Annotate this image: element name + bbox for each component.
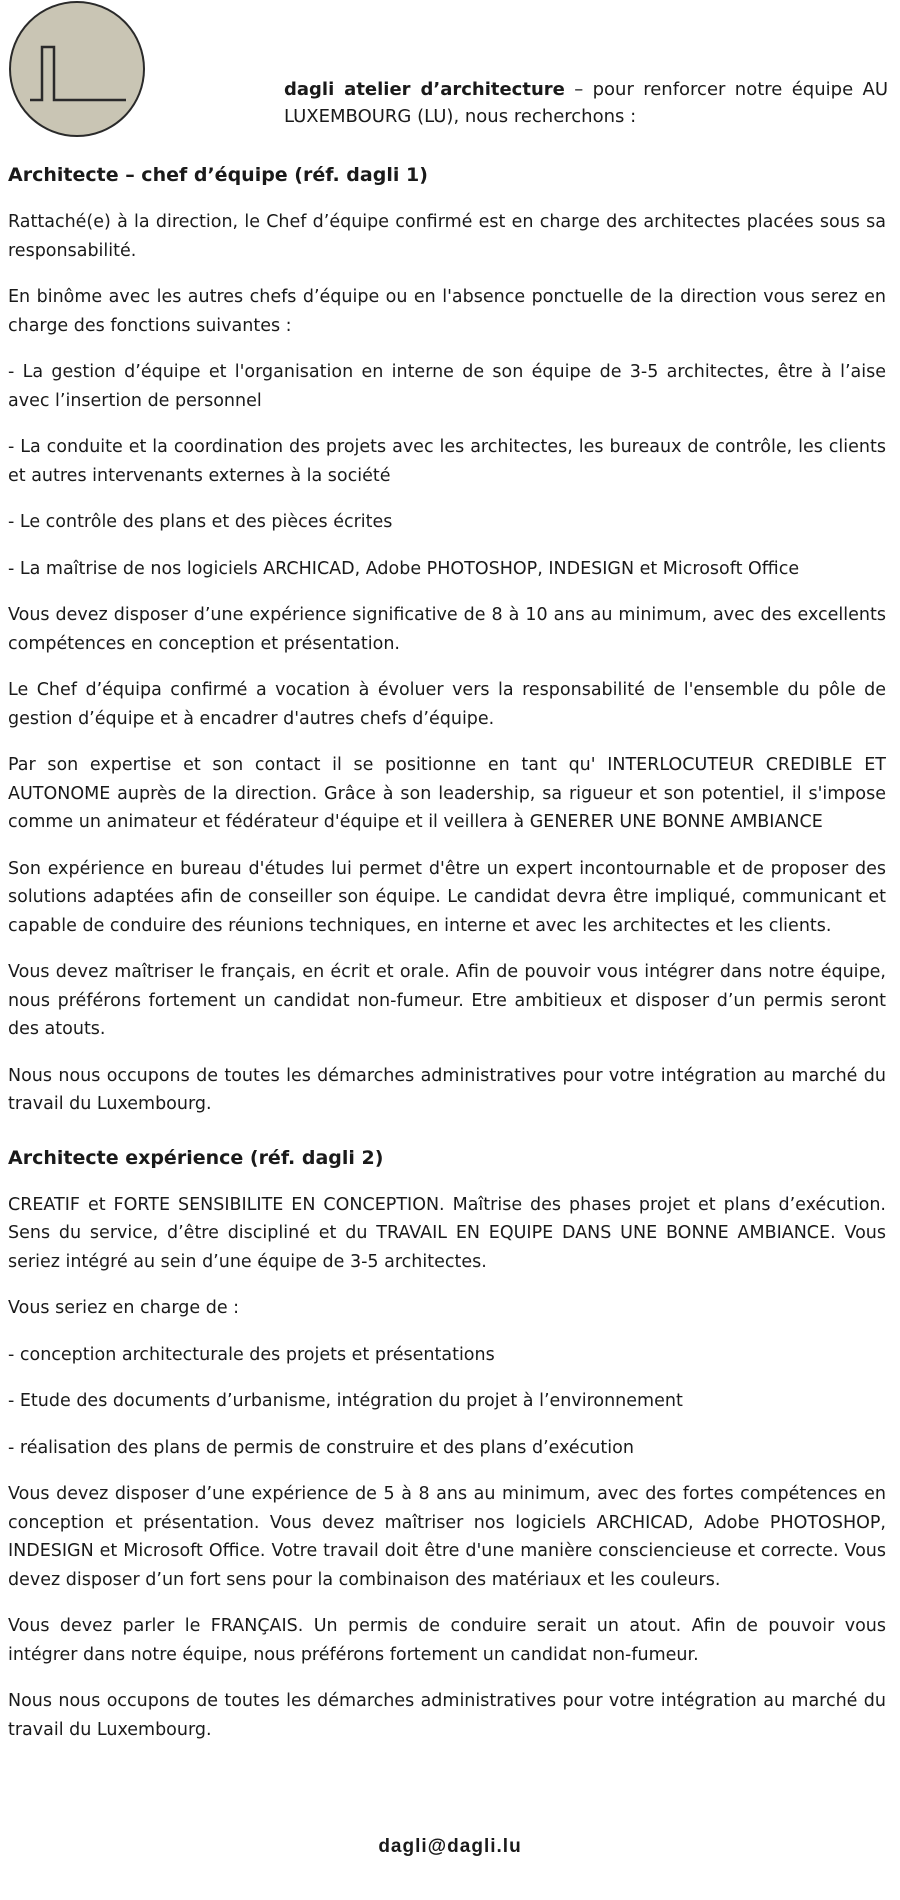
job1-paragraph: Le Chef d’équipa confirmé a vocation à évoluer vers la responsabilité de l'ensemble du pôle de gestion d’équipe et à encadrer d'autres chefs d’équipe. bbox=[8, 680, 886, 729]
job2-paragraph: - conception architecturale des projets et présentations bbox=[8, 1344, 495, 1365]
job2-title: Architecte expérience (réf. dagli 2) bbox=[8, 1146, 384, 1169]
job1-paragraph: Vous devez disposer d’une expérience significative de 8 à 10 ans au minimum, avec des excellents compétences en conception et présentation. bbox=[8, 605, 886, 654]
job2-paragraph: Vous devez parler le FRANÇAIS. Un permis de conduire serait un atout. Afin de pouvoir vous intégrer dans notre équipe, nous préférons fortement un candidat non-fumeur. bbox=[8, 1616, 886, 1665]
intro-rest: – pour renforcer notre équipe AU LUXEMBOURG (LU), nous recherchons : bbox=[284, 79, 888, 127]
job1-paragraph: Vous devez maîtriser le français, en écrit et orale. Afin de pouvoir vous intégrer dans notre équipe, nous préférons fortement un candidat non-fumeur. Etre ambitieux et disposer d’un permis seront des atouts. bbox=[8, 962, 886, 1039]
company-logo bbox=[8, 0, 146, 138]
job2-paragraph: - réalisation des plans de permis de construire et des plans d’exécution bbox=[8, 1437, 634, 1458]
job2-paragraph: CREATIF et FORTE SENSIBILITE EN CONCEPTION. Maîtrise des phases projet et plans d’exécution. Sens du service, d’être discipliné et du TRAVAIL EN EQUIPE DANS UNE BONNE AMBIANCE. Vous seriez intégré au sein d’une équipe de 3-5 architectes. bbox=[8, 1194, 886, 1272]
job1-paragraph: Nous nous occupons de toutes les démarches administratives pour votre intégration au marché du travail du Luxembourg. bbox=[8, 1065, 886, 1114]
job1-paragraph: - La gestion d’équipe et l'organisation en interne de son équipe de 3-5 architectes, être à l’aise avec l’insertion de personnel bbox=[8, 362, 886, 411]
job2-paragraph: Vous seriez en charge de : bbox=[8, 1298, 240, 1318]
job1-paragraph: Rattaché(e) à la direction, le Chef d’équipe confirmé est en charge des architectes placées sous sa responsabilité. bbox=[8, 212, 886, 261]
job1-paragraph: - La conduite et la coordination des projets avec les architectes, les bureaux de contrôle, les clients et autres intervenants externes à la société bbox=[8, 437, 886, 486]
job-postings bbox=[8, 162, 886, 1762]
intro-text bbox=[284, 76, 888, 130]
logo-circle bbox=[10, 2, 144, 136]
job1-paragraph: - Le contrôle des plans et des pièces écrites bbox=[8, 512, 393, 532]
job-section-1 bbox=[8, 162, 886, 1119]
job2-paragraph: Nous nous occupons de toutes les démarches administratives pour votre intégration au marché du travail du Luxembourg. bbox=[8, 1691, 886, 1740]
contact-email[interactable]: dagli@dagli.lu bbox=[378, 1836, 522, 1857]
job1-paragraph: Son expérience en bureau d'études lui permet d'être un expert incontournable et de proposer des solutions adaptées afin de conseiller son équipe. Le candidat devra être impliqué, communicant et capable de conduire des réunions techniques, en interne et avec les architectes et les clients. bbox=[8, 858, 886, 936]
job-section-2 bbox=[8, 1145, 886, 1745]
company-name: dagli atelier d’architecture bbox=[284, 79, 565, 100]
job2-paragraph: - Etude des documents d’urbanisme, intégration du projet à l’environnement bbox=[8, 1391, 683, 1411]
job1-paragraph: - La maîtrise de nos logiciels ARCHICAD, Adobe PHOTOSHOP, INDESIGN et Microsoft Office bbox=[8, 558, 800, 579]
job2-paragraph: Vous devez disposer d’une expérience de 5 à 8 ans au minimum, avec des fortes compétences en conception et présentation. Vous devez maîtriser nos logiciels ARCHICAD, Adobe PHOTOSHOP, INDESIGN et Microsoft Office. Votre travail doit être d'une manière consciencieuse et correcte. Vous devez disposer d’un fort sens pour la combinaison des matériaux et les couleurs. bbox=[8, 1484, 886, 1590]
job1-paragraph: En binôme avec les autres chefs d’équipe ou en l'absence ponctuelle de la direction vous serez en charge des fonctions suivantes : bbox=[8, 287, 886, 336]
job1-title: Architecte – chef d’équipe (réf. dagli 1) bbox=[8, 164, 428, 186]
job1-paragraph: Par son expertise et son contact il se positionne en tant qu' INTERLOCUTEUR CREDIBLE ET AUTONOME auprès de la direction. Grâce à son leadership, sa rigueur et son potentiel, il s'impose comme un animateur et fédérateur d'équipe et il veillera à GENERER UNE BONNE AMBIANCE bbox=[8, 755, 886, 832]
